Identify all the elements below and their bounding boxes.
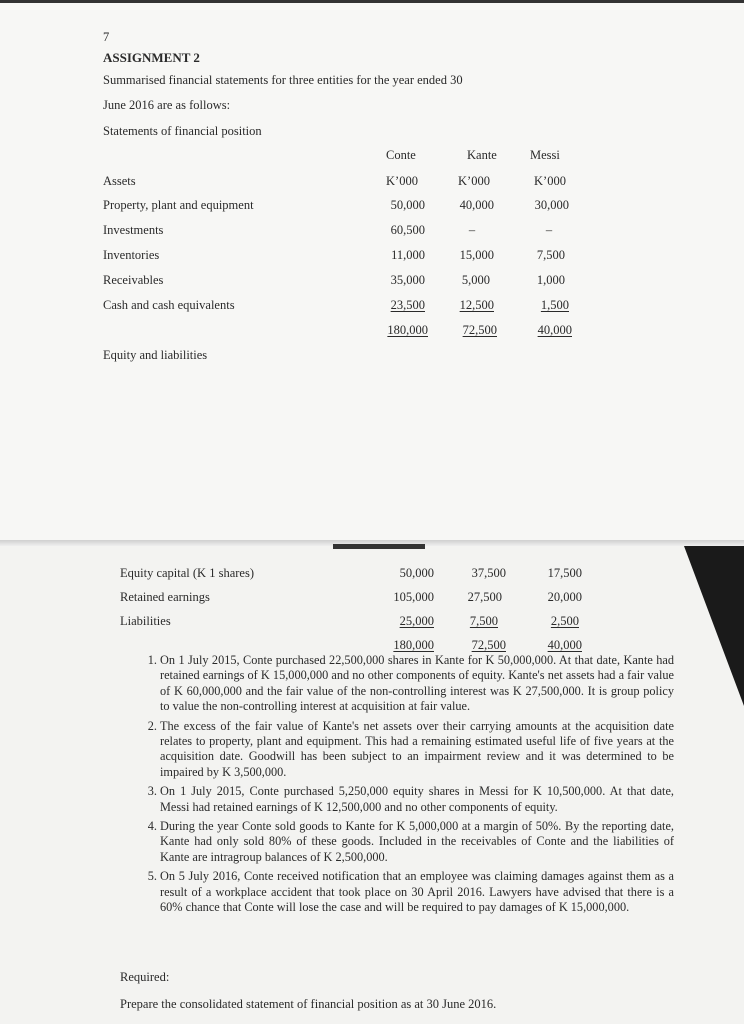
currency-kante: K’000 [458, 174, 490, 188]
cell-receivables-kante: 5,000 [461, 273, 490, 287]
row-label-liabilities: Liabilities [120, 614, 171, 628]
intro-line-2: June 2016 are as follows: [103, 98, 231, 112]
asset-total-kante: 72,500 [462, 323, 497, 337]
row-label-investments: Investments [103, 223, 164, 237]
sfp-heading: Statements of financial position [103, 124, 262, 138]
required-label: Required: [120, 970, 170, 984]
equity-total-conte: 180,000 [393, 638, 434, 652]
cell-retained-earnings-conte: 105,000 [393, 590, 434, 604]
equity-total-messi: 40,000 [547, 638, 582, 652]
cell-liabilities-conte: 25,000 [399, 614, 434, 628]
asset-total-conte: 180,000 [387, 323, 428, 337]
row-label-retained-earnings: Retained earnings [120, 590, 210, 604]
cell-inventories-messi: 7,500 [536, 248, 565, 262]
equity-total-kante: 72,500 [471, 638, 506, 652]
note-item: 3. On 1 July 2015, Conte purchased 5,250,000 equity shares in Messi for K 10,500,000. At that date, Messi had retained earnings of K 12,500,000 and no other components of equity. [160, 784, 674, 815]
cell-equity-capital-conte: 50,000 [399, 566, 434, 580]
cell-equity-capital-kante: 37,500 [471, 566, 506, 580]
intro-line-1: Summarised financial statements for three entities for the year ended 30 [103, 73, 463, 87]
assets-label: Assets [103, 174, 136, 188]
required-text: Prepare the consolidated statement of financial position as at 30 June 2016. [120, 997, 497, 1011]
equity-heading: Equity and liabilities [103, 348, 208, 362]
asset-total-messi: 40,000 [537, 323, 572, 337]
row-label-inventories: Inventories [103, 248, 160, 262]
cell-liabilities-messi: 2,500 [550, 614, 579, 628]
cell-cash-conte: 23,500 [390, 298, 425, 312]
cell-liabilities-kante: 7,500 [469, 614, 498, 628]
cell-ppe-conte: 50,000 [390, 198, 425, 212]
row-label-receivables: Receivables [103, 273, 164, 287]
note-item: 5. On 5 July 2016, Conte received notification that an employee was claiming damages against them as a result of a workplace accident that took place on 30 April 2016. Lawyers have advised that there is a 60% chance that Conte will lose the case and will be required to pay damages of K 15,000,000. [160, 869, 674, 915]
notes-list [120, 653, 674, 920]
dark-page-corner [684, 546, 744, 706]
cell-investments-messi: – [545, 223, 553, 237]
column-header-messi: Messi [530, 148, 560, 162]
note-item: 4. During the year Conte sold goods to Kante for K 5,000,000 at a margin of 50%. By the reporting date, Kante had only sold 80% of these goods. Included in the receivables of Conte and the liabilities of Kante are intragroup balances of K 2,500,000. [160, 819, 674, 865]
assignment-title: ASSIGNMENT 2 [103, 50, 200, 65]
cell-investments-kante: – [468, 223, 476, 237]
cell-cash-kante: 12,500 [459, 298, 494, 312]
cell-retained-earnings-kante: 27,500 [467, 590, 502, 604]
cell-ppe-messi: 30,000 [534, 198, 569, 212]
page-number: 7 [103, 30, 110, 44]
cell-receivables-messi: 1,000 [536, 273, 565, 287]
cell-inventories-kante: 15,000 [459, 248, 494, 262]
cell-inventories-conte: 11,000 [391, 248, 425, 262]
column-header-conte: Conte [386, 148, 416, 162]
note-item: 1. On 1 July 2015, Conte purchased 22,500,000 shares in Kante for K 50,000,000. At that date, Kante had retained earnings of K 15,000,000 and no other components of equity. Kante's net assets had a fair value of K 60,000,000 and the fair value of the non-controlling interest was K 27,500,000. It is group policy to value the non-controlling interest at acquisition at fair value. [160, 653, 674, 715]
currency-messi: K’000 [534, 174, 566, 188]
cell-equity-capital-messi: 17,500 [547, 566, 582, 580]
cell-receivables-conte: 35,000 [390, 273, 425, 287]
note-item: 2. The excess of the fair value of Kante's net assets over their carrying amounts at the acquisition date relates to property, plant and equipment. This had a remaining estimated useful life of five years at the acquisition date. Goodwill has been subject to an impairment review and it was determined to be impaired by K 3,500,000. [160, 719, 674, 781]
currency-conte: K’000 [386, 174, 418, 188]
page-seam-shadow [333, 544, 425, 549]
column-header-kante: Kante [467, 148, 497, 162]
row-label-cash: Cash and cash equivalents [103, 298, 235, 312]
cell-investments-conte: 60,500 [390, 223, 425, 237]
row-label-ppe: Property, plant and equipment [103, 198, 254, 212]
row-label-equity-capital: Equity capital (K 1 shares) [120, 566, 254, 580]
cell-cash-messi: 1,500 [540, 298, 569, 312]
cell-retained-earnings-messi: 20,000 [547, 590, 582, 604]
cell-ppe-kante: 40,000 [459, 198, 494, 212]
